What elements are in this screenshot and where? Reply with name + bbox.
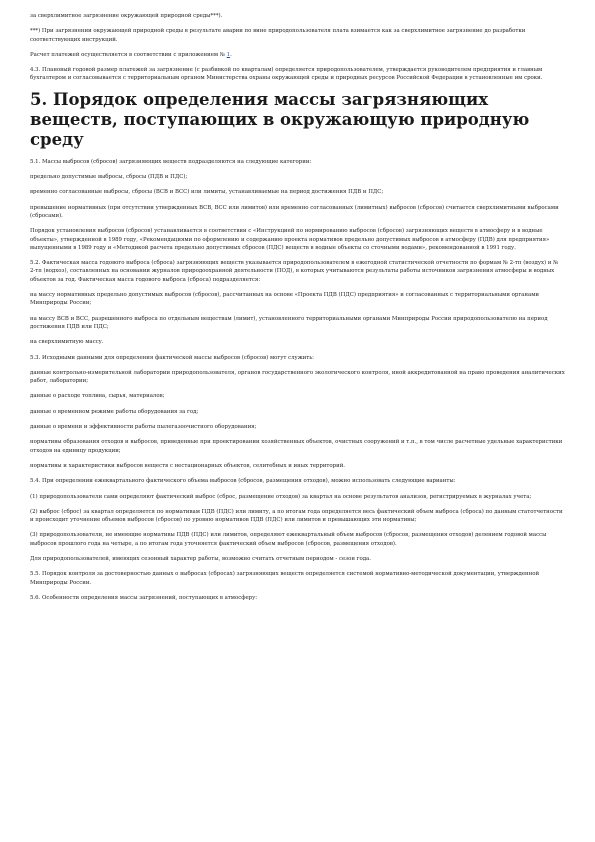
calc-line-end: .	[230, 51, 232, 58]
paragraph: данные о расходе топлива, сырья, материалов;	[30, 393, 165, 400]
paragraph: (2) выброс (сброс) за квартал определяется по нормативам ПДВ (ПДС) или лимиту, а по итогам года определяется весь фактический объем выброса (сброса) по данным статотчетности и происходит уточнение объемов выбросов (сбросов) по уровню нормативов ПДВ (ПДС) или лимитов и превышающих эти нормативы;	[30, 508, 563, 524]
paragraph: предельно допустимые выбросы, сбросы (ПДВ и ПДС);	[30, 174, 188, 181]
paragraph-footnote-end: за сверхлимитное загрязнение окружающей природной среды***).	[30, 13, 223, 19]
paragraph: превышение нормативных (при отсутствии утвержденных ВСВ, ВСС или лимитов) или временно согласованных (лимитных) выбросов (сбросов) считается сверхлимитными выбросами (сбросами).	[30, 204, 559, 219]
paragraph-footnote: ***) При загрязнении окружающей природной среды в результате аварии по вине природопользователя плата взимается как за сверхлимитное загрязнение до разработки соответствующих инструкций.	[30, 28, 526, 43]
paragraph: нормативы образования отходов и выбросов, приведенные при проектировании хозяйственных объектов, очистных сооружений и т.п., в том числе расчетные удельные характеристики отходов на единицу продукции;	[30, 439, 563, 454]
paragraph: 5.2. Фактическая масса годового выброса (сброса) загрязняющих веществ указывается природопользователем в ежегодной статистической отчетности по формам № 2-тп (воздух) и № 2-тп (водхоз), составленных на основании журналов природоохранной деятельности (ПОД), в которых учитываются результаты работы источников загрязнения атмосферы и водных объектов за год. Фактическая масса годового выброса (сброса) подразделяется:	[30, 260, 559, 283]
paragraph: 5.1. Массы выбросов (сбросов) загрязняющих веществ подразделяются на следующие категории:	[30, 158, 312, 165]
paragraph: на массу ВСВ и ВСС, разрешенного выброса по отдельным веществам (лимит), установленного территориальными органами Минприроды России природопользователю на период достижения ПДВ или ПДС;	[30, 315, 548, 330]
paragraph: на массу нормативных предельно допустимых выбросов (сбросов), рассчитанных на основе «Проекта ПДВ (ПДС) предприятия» и согласованных с территориальными органами Минприроды России;	[30, 292, 539, 307]
paragraph: данные контрольно-измерительной лаборатории природопользователя, органов государственного экологического контроля, иной аккредитованной на право проведения аналитических работ, лаборатории;	[30, 369, 565, 385]
paragraph: (1) природопользователи сами определяют фактический выброс (сброс, размещение отходов) за квартал на основе результатов анализов, регистрируемых в журналах учета;	[30, 493, 532, 500]
calc-line-text: Расчет платежей осуществляется в соответствии с приложением №	[30, 51, 227, 58]
paragraph: (3) природопользователи, не имеющие нормативы ПДВ (ПДС) или лимитов, определяют ежеквартальный объем выбросов (сбросов, размещения отходов) делением годовой массы выбросов прошлого года на четыре, а по итогам года уточняется фактический объем выбросов (сбросов, размещения отходов).	[30, 532, 547, 547]
paragraph-4-3: 4.3. Плановый годовой размер платежей за загрязнение (с разбивкой по кварталам) определяется природопользователем, утверждается руководителем предприятия и главным бухгалтером и согласовывается с территориальным органом Министерства охраны окружающей среды и природных ресурсов Российской Федерации в установленные им сроки.	[30, 67, 543, 82]
paragraph: 5.6. Особенности определения массы загрязнений, поступающих в атмосферу:	[30, 594, 258, 601]
paragraph: Порядок установления выбросов (сбросов) устанавливается в соответствии с «Инструкцией по нормированию выбросов (сбросов) загрязняющих веществ в атмосферу и в водные объекты», утвержденной в 1989 году, «Рекомендациями по оформлению и содержанию проекта нормативов предельно допустимых выбросов в атмосферу (ПДВ) для предприятия» выпущенными в 1989 году и «Методикой расчета предельно допустимых сбросов (ПДС) веществ в водные объекты со сточными водами», рекомендованной в 1991 году.	[30, 228, 550, 251]
paragraph: временно согласованные выбросы, сбросы (ВСВ и ВСС) или лимиты, устанавливаемые на период достижения ПДВ и ПДС;	[30, 189, 384, 196]
paragraph: данные о времени и эффективности работы пылегазоочистного оборудования;	[30, 424, 257, 431]
paragraph: на сверхлимитную массу.	[30, 339, 104, 346]
appendix-link[interactable]: 1	[226, 51, 231, 58]
paragraph: 5.5. Порядок контроля за достоверностью данных о выбросах (сбросах) загрязняющих веществ определяется системой нормативно-методической документации, утвержденной Минприроды России.	[30, 571, 540, 586]
section-heading: 5. Порядок определения массы загрязняющих веществ, поступающих в окружающую природную среду	[30, 89, 530, 149]
paragraph: Для природопользователей, имеющих сезонный характер работы, возможно считать отчетным периодом - сезон года.	[30, 555, 371, 562]
paragraph: 5.4. При определении ежеквартального фактического объема выбросов (сбросов, размещения отходов), можно использовать следующие варианты:	[30, 478, 456, 485]
calc-line	[30, 51, 565, 59]
paragraph: нормативы и характеристики выбросов веществ с нестационарных объектов, селитебных и иных территорий.	[30, 462, 346, 469]
paragraph: данные о временном режиме работы оборудования за год;	[30, 408, 199, 415]
paragraph: 5.3. Исходными данными для определения фактической массы выбросов (сбросов) могут служить:	[30, 354, 314, 361]
